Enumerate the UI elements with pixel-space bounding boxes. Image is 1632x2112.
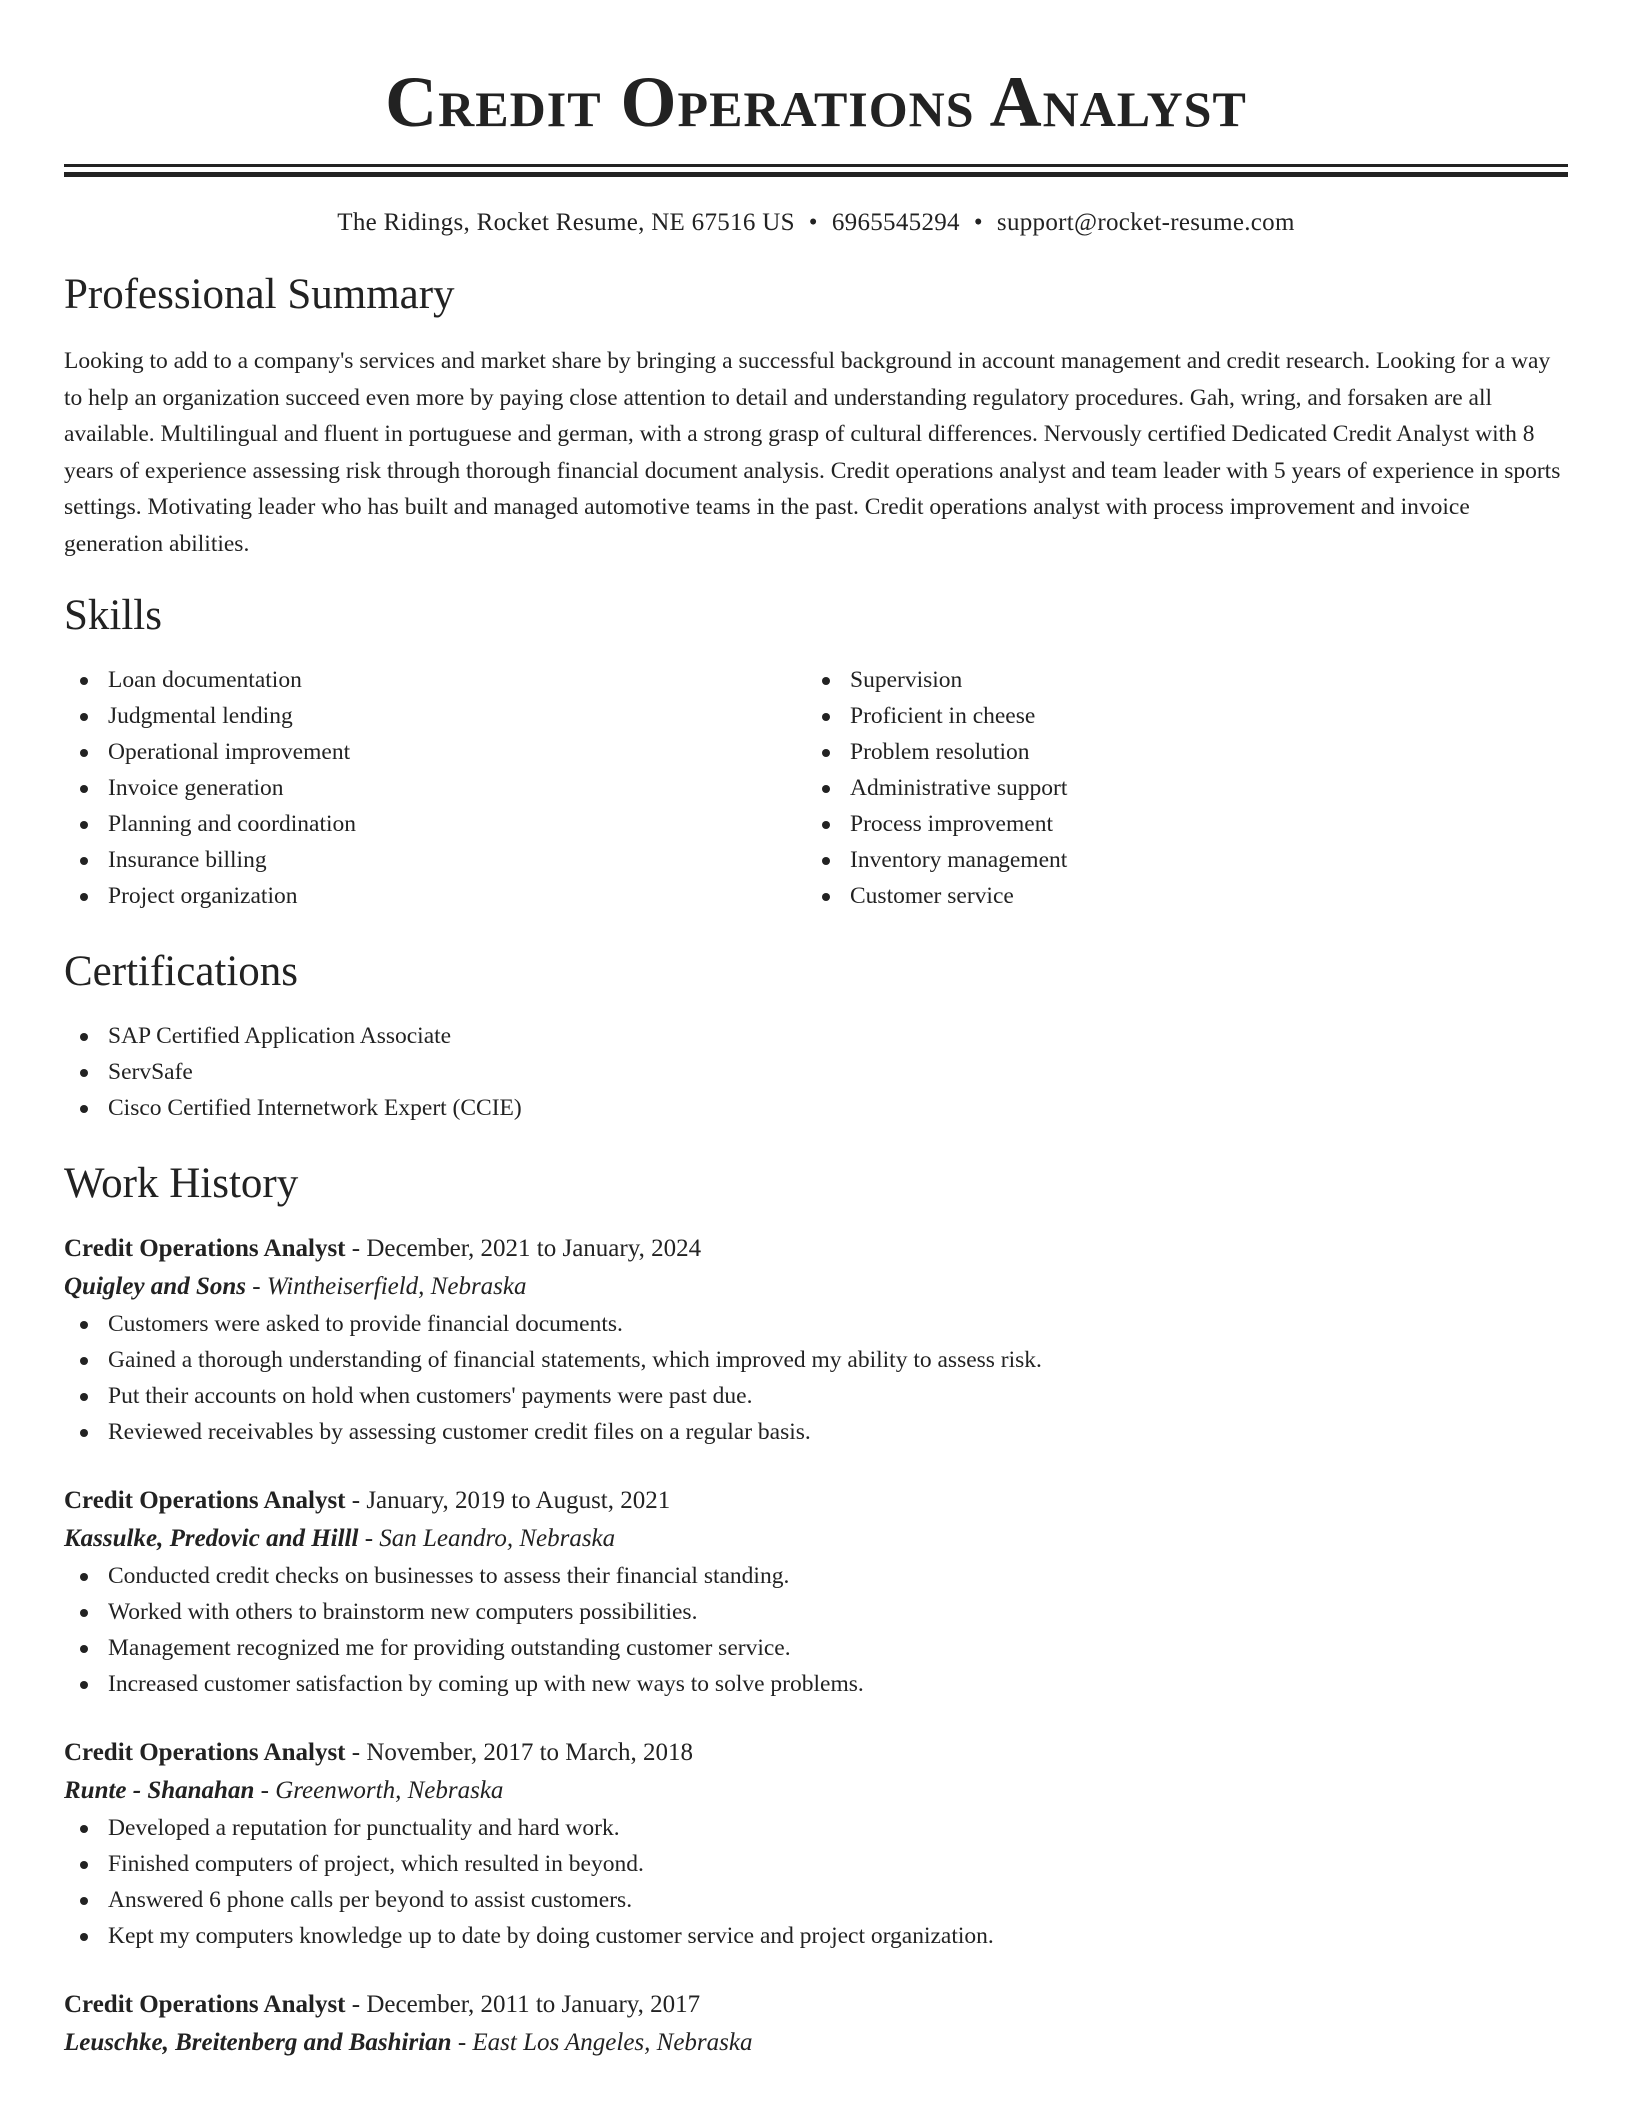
job-employer [64,1772,1568,1810]
job-location: East Los Angeles, Nebraska [472,2029,753,2056]
job-dash: - [260,1777,269,1804]
job-company: Kassulke, Predovic and Hilll [64,1525,359,1552]
job-dash: - [351,1739,361,1766]
contact-line [64,205,1568,241]
job-location: San Leandro, Nebraska [379,1525,616,1552]
job-duty-item: Kept my computers knowledge up to date by doing customer service and project organization. [64,1918,1568,1954]
job-employer [64,1268,1568,1306]
job-duty-item: Developed a reputation for punctuality and hard work. [64,1810,1568,1846]
job-employer [64,2024,1568,2062]
skill-item: Invoice generation [64,770,806,806]
job-role: Credit Operations Analyst [64,1235,346,1262]
job-company: Runte - Shanahan [64,1777,255,1804]
job-dash: - [252,1273,261,1300]
job-duty-item: Worked with others to brainstorm new computers possibilities. [64,1594,1568,1630]
job-company: Leuschke, Breitenberg and Bashirian [64,2029,452,2056]
job-dates: January, 2019 to August, 2021 [366,1487,671,1514]
resume-title: Credit Operations Analyst [385,62,1247,142]
skill-item: Judgmental lending [64,698,806,734]
title-divider-bottom [64,172,1568,177]
certifications-heading: Certifications [64,948,299,995]
job-header [64,1734,1568,1772]
skill-item: Customer service [806,878,1548,914]
skill-item: Project organization [64,878,806,914]
job-duty-item: Put their accounts on hold when customers' payments were past due. [64,1378,1568,1414]
skill-item: Inventory management [806,842,1548,878]
skill-item: Operational improvement [64,734,806,770]
work-history-section [64,1156,1568,2062]
skill-item: Loan documentation [64,662,806,698]
job-location: Greenworth, Nebraska [275,1777,504,1804]
skill-item: Process improvement [806,806,1548,842]
resume-page [64,0,1568,2062]
title-divider-top [64,164,1568,167]
skills-list-right [806,662,1548,914]
certification-item: ServSafe [64,1054,1568,1090]
job-dates: November, 2017 to March, 2018 [366,1739,694,1766]
job-role: Credit Operations Analyst [64,1739,346,1766]
job-duty-item: Finished computers of project, which resulted in beyond. [64,1846,1568,1882]
summary-heading: Professional Summary [64,271,455,318]
summary-text: Looking to add to a company's services and market share by bringing a successful background in account management and credit research. Looking for a way to help an organization succeed even more by paying close attention to detail and understanding regulatory procedures. Gah, wring, and forsaken are all available. Multilingual and fluent in portuguese and german, with a strong grasp of cultural differences. Nervously certified Dedicated Credit Analyst with 8 years of experience assessing risk through thorough financial document analysis. Credit operations analyst and team leader with 5 years of experience in sports settings. Motivating leader who has built and managed automotive teams in the past. Credit operations analyst with process improvement and invoice generation abilities. [64,348,1561,557]
job-duties-list [64,1306,1568,1450]
job-duties-list [64,1810,1568,1954]
contact-separator: • [808,209,818,236]
summary-section [64,267,1568,562]
job-company: Quigley and Sons [64,1273,246,1300]
skills-list-left [64,662,806,914]
skills-columns [64,662,1568,914]
job-dash: - [351,1487,361,1514]
job-duty-item: Answered 6 phone calls per beyond to assist customers. [64,1882,1568,1918]
certification-item: SAP Certified Application Associate [64,1018,1568,1054]
contact-email: support@rocket-resume.com [996,209,1295,236]
skill-item: Supervision [806,662,1548,698]
job-dash: - [364,1525,374,1552]
job-duty-item: Increased customer satisfaction by coming up with new ways to solve problems. [64,1666,1568,1702]
skill-item: Planning and coordination [64,806,806,842]
job-header [64,1482,1568,1520]
skill-item: Proficient in cheese [806,698,1548,734]
job-entry [64,1482,1568,1702]
job-duty-item: Gained a thorough understanding of financial statements, which improved my ability to assess risk. [64,1342,1568,1378]
job-duty-item: Reviewed receivables by assessing customer credit files on a regular basis. [64,1414,1568,1450]
certifications-section [64,944,1568,1126]
job-header [64,1230,1568,1268]
skill-item: Problem resolution [806,734,1548,770]
job-duty-item: Customers were asked to provide financial documents. [64,1306,1568,1342]
job-entry [64,1230,1568,1450]
contact-address: The Ridings, Rocket Resume, NE 67516 US [337,209,795,236]
job-employer [64,1520,1568,1558]
job-dash: - [457,2029,467,2056]
job-entry [64,1734,1568,1954]
job-location: Wintheiserfield, Nebraska [266,1273,527,1300]
job-dash: - [351,1235,361,1262]
job-duties-list [64,1558,1568,1702]
job-duty-item: Conducted credit checks on businesses to assess their financial standing. [64,1558,1568,1594]
job-dash: - [351,1991,361,2018]
job-dates: December, 2011 to January, 2017 [366,1991,701,2018]
job-dates: December, 2021 to January, 2024 [366,1235,702,1262]
job-duty-item: Management recognized me for providing outstanding customer service. [64,1630,1568,1666]
contact-phone: 6965545294 [831,209,960,236]
skill-item: Administrative support [806,770,1548,806]
certifications-list [64,1018,1568,1126]
skills-heading: Skills [64,592,162,639]
job-role: Credit Operations Analyst [64,1991,346,2018]
skills-section [64,588,1568,914]
job-role: Credit Operations Analyst [64,1487,346,1514]
skill-item: Insurance billing [64,842,806,878]
job-header [64,1986,1568,2024]
contact-separator: • [973,209,983,236]
certification-item: Cisco Certified Internetwork Expert (CCIE) [64,1090,1568,1126]
work-history-heading: Work History [64,1160,299,1207]
job-entry [64,1986,1568,2062]
